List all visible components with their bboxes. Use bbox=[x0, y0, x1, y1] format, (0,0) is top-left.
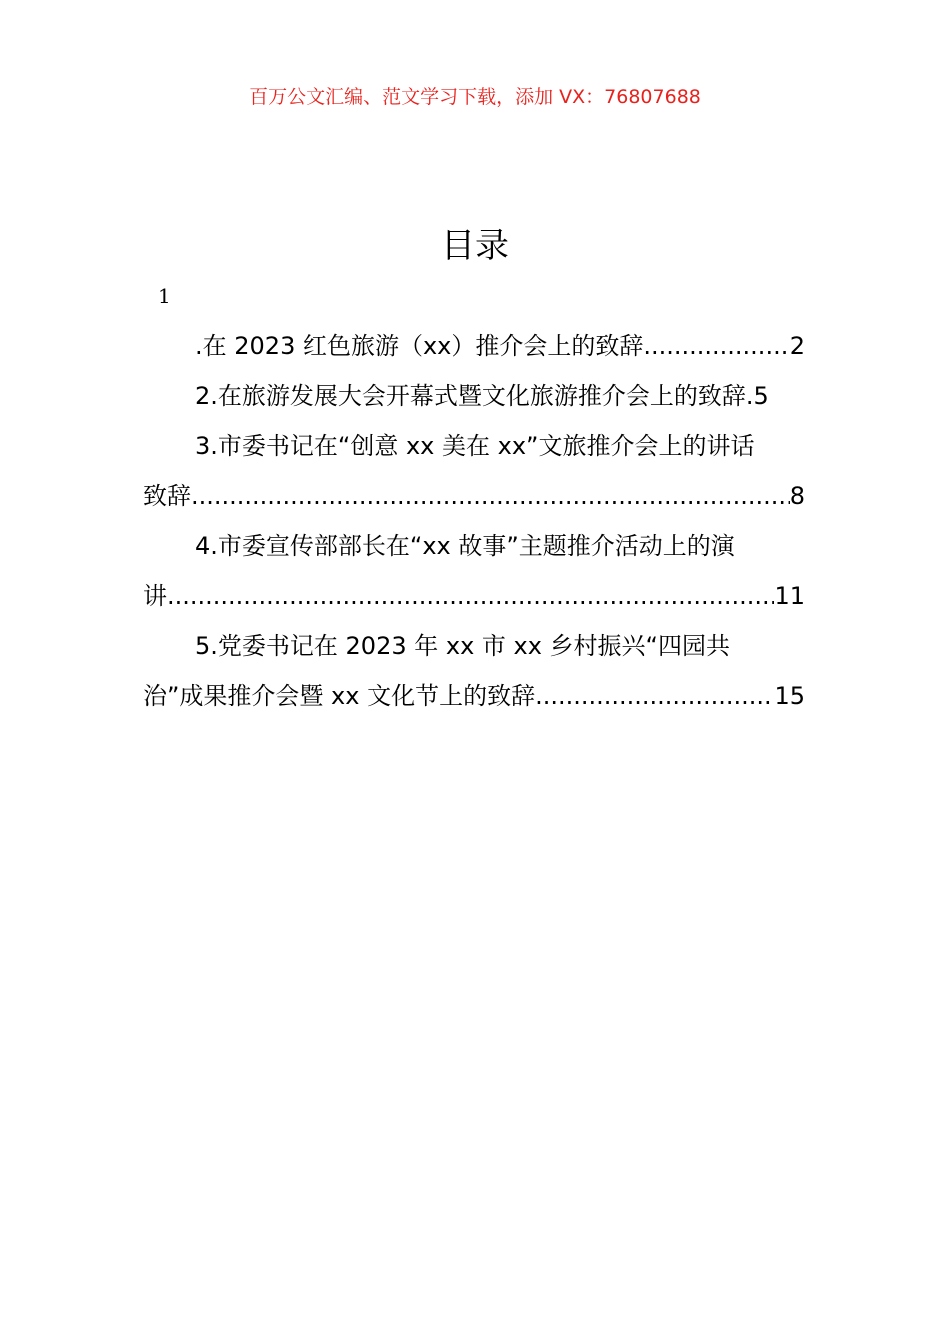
toc-entry-2[interactable] bbox=[143, 371, 805, 421]
toc-entry-5-leader bbox=[535, 671, 774, 721]
toc-title: 目录 bbox=[441, 226, 509, 266]
toc-entry-3-title-line1: 3.市委书记在“创意 xx 美在 xx”文旅推介会上的讲话 bbox=[195, 432, 755, 460]
toc-entry-1-title: .在 2023 红色旅游（xx）推介会上的致辞 bbox=[195, 332, 644, 360]
header-note: 百万公文汇编、范文学习下载，添加 VX：76807688 bbox=[249, 86, 701, 108]
toc-entry-1-page: 2 bbox=[789, 332, 805, 360]
toc-entry-3-leader bbox=[191, 471, 790, 521]
toc-entry-4-title-line1: 4.市委宣传部部长在“xx 故事”主题推介活动上的演 bbox=[195, 532, 735, 560]
toc-entry-3[interactable] bbox=[143, 421, 805, 521]
table-of-contents bbox=[143, 321, 805, 721]
toc-entry-1-leader bbox=[643, 321, 789, 371]
stray-page-number: 1 bbox=[158, 284, 171, 308]
toc-entry-5-title-line1: 5.党委书记在 2023 年 xx 市 xx 乡村振兴“四园共 bbox=[195, 632, 730, 660]
toc-entry-5-page: 15 bbox=[774, 682, 805, 710]
toc-entry-4-leader bbox=[167, 571, 774, 621]
toc-entry-2-title: 2.在旅游发展大会开幕式暨文化旅游推介会上的致辞.5 bbox=[195, 382, 769, 410]
toc-entry-4[interactable] bbox=[143, 521, 805, 621]
toc-entry-5-title-line2: 治”成果推介会暨 xx 文化节上的致辞 bbox=[143, 682, 536, 710]
toc-entry-3-title-line2: 致辞 bbox=[143, 482, 191, 510]
toc-entry-4-page: 11 bbox=[774, 582, 805, 610]
toc-entry-4-title-line2: 讲 bbox=[143, 582, 167, 610]
toc-entry-5[interactable] bbox=[143, 621, 805, 721]
toc-entry-1[interactable] bbox=[143, 321, 805, 371]
toc-entry-3-page: 8 bbox=[789, 482, 805, 510]
